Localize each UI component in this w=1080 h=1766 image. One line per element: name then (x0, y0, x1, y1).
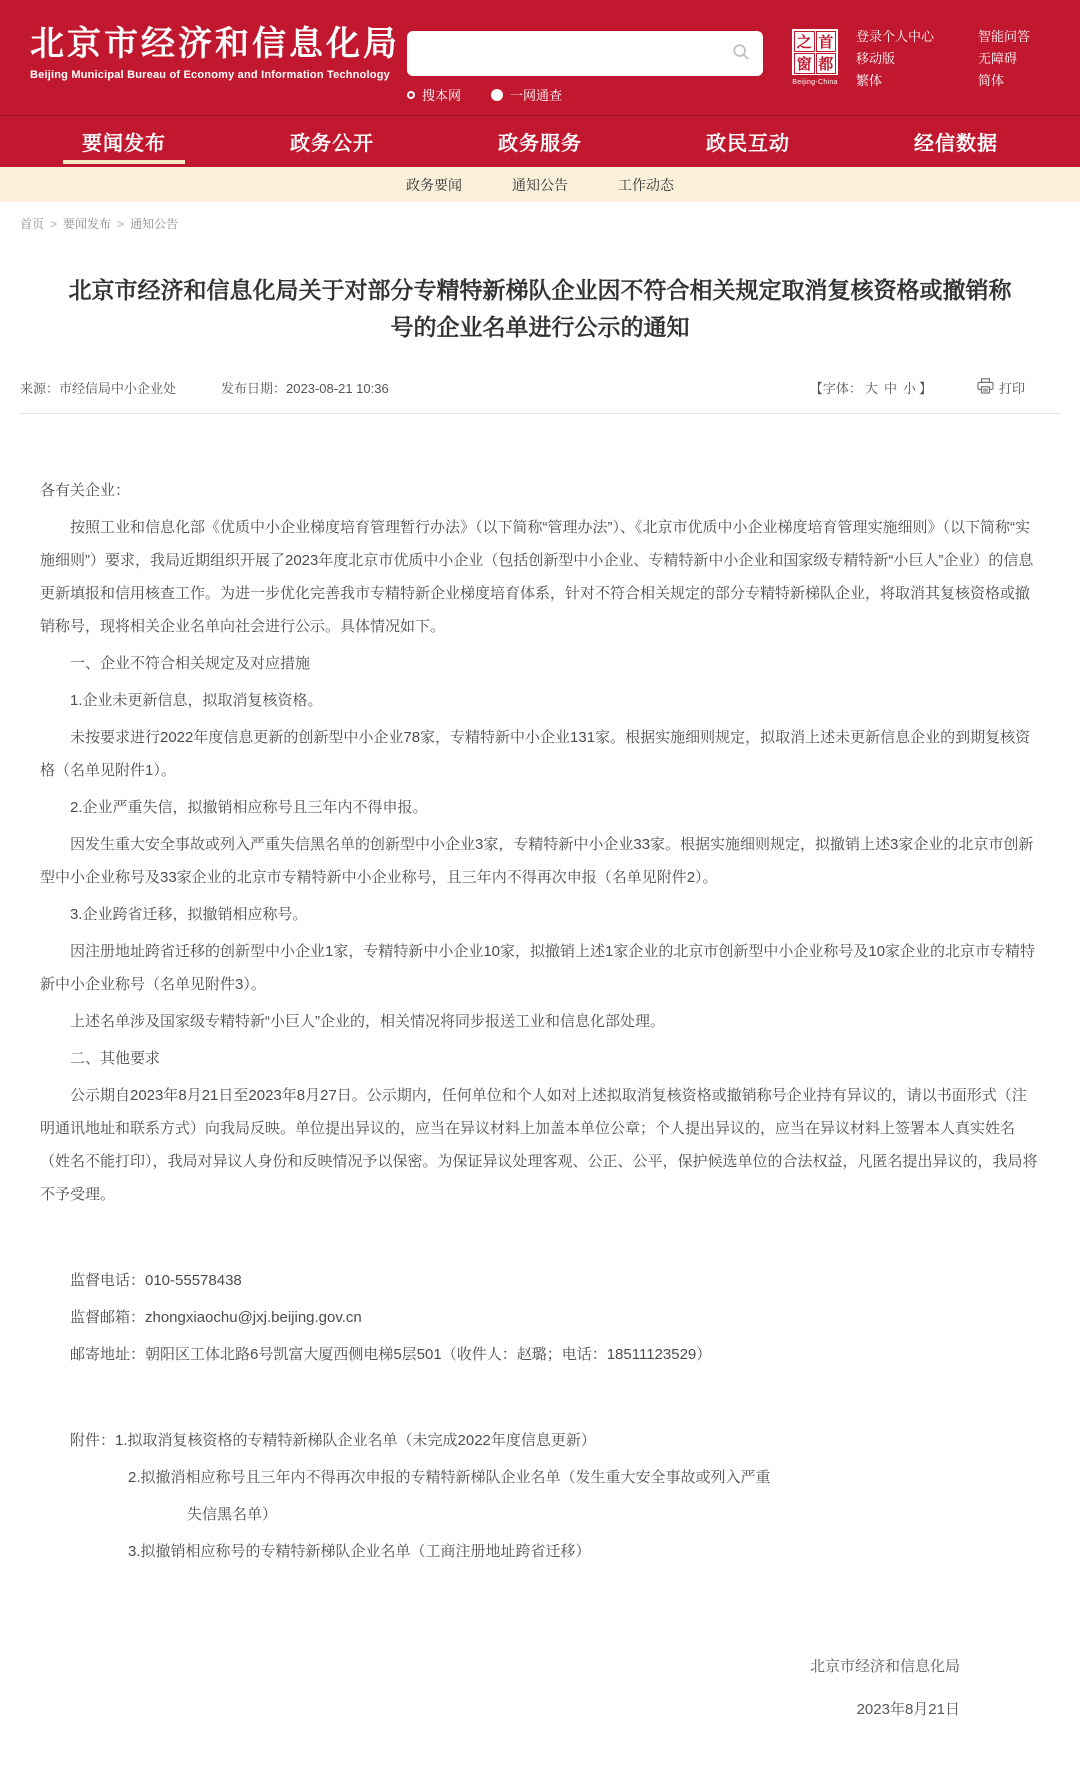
font-size-option-大[interactable]: 大 (864, 381, 878, 396)
breadcrumb-item[interactable]: 首页 (20, 217, 45, 231)
nav-item-政务服务[interactable]: 政务服务 (498, 133, 582, 155)
breadcrumb-separator: > (117, 217, 125, 231)
breadcrumb-item: 通知公告 (130, 217, 179, 231)
site-title: 北京市经济和信息化局 (30, 25, 400, 63)
capital-window-caption: Beijing-China (792, 79, 838, 86)
search-scope-options (407, 85, 763, 104)
article-body (20, 414, 1060, 1568)
subnav-item-工作动态[interactable]: 工作动态 (618, 176, 674, 193)
seal-char: 窗 (794, 53, 815, 74)
seal-char: 之 (794, 31, 815, 52)
printer-icon (977, 378, 994, 397)
radio-selected-icon (491, 89, 503, 101)
sub-nav (0, 167, 1080, 202)
article-paragraph: 监督电话：010-55578438 (70, 1272, 242, 1289)
article (0, 272, 1080, 1766)
subnav-item-通知公告[interactable]: 通知公告 (512, 176, 568, 193)
search-input[interactable] (407, 31, 719, 76)
article-paragraph: 未按要求进行2022年度信息更新的创新型中小企业78家，专精特新中小企业131家。根据实施细则规定，拟取消上述未更新信息企业的到期复核资格（名单见附件1）。 (40, 729, 1031, 779)
site-header (0, 0, 1080, 115)
article-paragraph: 二、其他要求 (70, 1050, 161, 1067)
article-paragraph: 1.企业未更新信息，拟取消复核资格。 (70, 692, 323, 709)
search-icon (732, 43, 750, 64)
quick-link[interactable]: 移动版 (856, 51, 896, 66)
signature-block (20, 1572, 1060, 1766)
search-area (407, 31, 763, 104)
search-button[interactable] (719, 31, 763, 76)
font-size-control (810, 378, 932, 397)
quick-link[interactable]: 无障碍 (978, 51, 1018, 66)
quick-link[interactable]: 繁体 (856, 73, 883, 88)
article-paragraph: 各有关企业： (40, 482, 131, 499)
nav-item-政民互动[interactable]: 政民互动 (706, 133, 790, 155)
nav-item-经信数据[interactable]: 经信数据 (914, 133, 998, 155)
header-quick-links (856, 30, 1030, 88)
nav-item-要闻发布[interactable]: 要闻发布 (20, 116, 228, 167)
site-title-en: Beijing Municipal Bureau of Economy and Information Technology (30, 69, 390, 81)
capital-window-logo[interactable] (789, 29, 841, 86)
article-paragraph: 邮寄地址：朝阳区工体北路6号凯富大厦西侧电梯5层501（收件人：赵璐；电话：18511123529） (70, 1346, 712, 1363)
quick-links-col2 (978, 30, 1030, 88)
article-date (221, 378, 389, 397)
font-size-suffix: 】 (918, 381, 932, 396)
search-scope-option-1[interactable] (407, 85, 461, 104)
date-label: 发布日期： (221, 381, 287, 396)
date-value: 2023-08-21 10:36 (286, 381, 389, 396)
seal-char: 都 (816, 53, 837, 74)
article-paragraph: 按照工业和信息化部《优质中小企业梯度培育管理暂行办法》（以下简称“管理办法”）、《北京市优质中小企业梯度培育管理实施细则》（以下简称“实施细则”）要求，我局近期组织开展了2023年度北京市优质中小企业（包括创新型中小企业、专精特新中小企业和国家级专精特新“小巨人”企业）的信息更新填报和信用核查工作。为进一步优化完善我市专精特新企业梯度培育体系，针对不符合相关规定的部分专精特新梯队企业，将取消其复核资格或撤销称号，现将相关企业名单向社会进行公示。具体情况如下。 (40, 519, 1034, 635)
article-paragraph: 2.企业严重失信，拟撤销相应称号且三年内不得申报。 (70, 799, 428, 816)
nav-item-政务公开[interactable]: 政务公开 (290, 133, 374, 155)
font-size-option-中[interactable]: 中 (883, 381, 897, 396)
search-box (407, 31, 763, 76)
breadcrumb-separator: > (50, 217, 58, 231)
quick-links-col1 (856, 30, 934, 88)
article-paragraph: 2.拟撤消相应称号且三年内不得再次申报的专精特新梯队企业名单（发生重大安全事故或列入严重 (128, 1469, 771, 1486)
site-logo[interactable] (30, 26, 400, 81)
font-size-prefix: 【字体： (809, 381, 862, 396)
quick-link[interactable]: 简体 (978, 73, 1005, 88)
article-paragraph: 附件：1.拟取消复核资格的专精特新梯队企业名单（未完成2022年度信息更新） (70, 1432, 596, 1449)
seal-char: 首 (816, 31, 837, 52)
article-meta (20, 372, 1060, 413)
search-scope-label: 搜本网 (422, 88, 462, 103)
article-paragraph: 因注册地址跨省迁移的创新型中小企业1家，专精特新中小企业10家，拟撤销上述1家企业的北京市创新型中小企业称号及10家企业的北京市专精特新中小企业称号（名单见附件3）。 (40, 943, 1036, 993)
main-nav (0, 115, 1080, 167)
search-scope-label: 一网通查 (510, 88, 563, 103)
font-size-option-小[interactable]: 小 (902, 381, 916, 396)
signature-date: 2023年8月21日 (856, 1701, 960, 1718)
article-paragraph: 失信黑名单） (187, 1506, 278, 1523)
source-value: 市经信局中小企业处 (59, 381, 177, 396)
search-scope-option-2[interactable] (491, 85, 562, 104)
article-paragraph: 因发生重大安全事故或列入严重失信黑名单的创新型中小企业3家，专精特新中小企业33家。根据实施细则规定，拟撤销上述3家企业的北京市创新型中小企业称号及33家企业的北京市专精特新中小企业称号，且三年内不得再次申报（名单见附件2）。 (40, 836, 1034, 886)
print-label: 打印 (998, 381, 1025, 396)
breadcrumb (0, 202, 1080, 242)
article-paragraph: 监督邮箱：zhongxiaochu@jxj.beijing.gov.cn (70, 1309, 362, 1326)
article-source (20, 378, 176, 397)
article-paragraph: 一、企业不符合相关规定及对应措施 (70, 655, 311, 672)
quick-link[interactable]: 登录个人中心 (856, 29, 935, 44)
article-paragraph: 公示期自2023年8月21日至2023年8月27日。公示期内，任何单位和个人如对上述拟取消复核资格或撤销称号企业持有异议的，请以书面形式（注明通讯地址和联系方式）向我局反映。单位提出异议的，应当在异议材料上加盖本单位公章；个人提出异议的，应当在异议材料上签署本人真实姓名（姓名不能打印），我局对异议人身份和反映情况予以保密。为保证异议处理客观、公正、公平，保护候选单位的合法权益，凡匿名提出异议的，我局将不予受理。 (40, 1087, 1038, 1203)
breadcrumb-item[interactable]: 要闻发布 (63, 217, 112, 231)
quick-link[interactable]: 智能问答 (978, 29, 1031, 44)
source-label: 来源： (20, 381, 60, 396)
subnav-item-政务要闻[interactable]: 政务要闻 (406, 176, 462, 193)
radio-unselected-icon (407, 91, 415, 99)
article-tools (810, 378, 1060, 397)
capital-window-seal-icon (792, 29, 838, 75)
article-paragraph: 3.企业跨省迁移，拟撤销相应称号。 (70, 906, 308, 923)
print-button[interactable] (977, 378, 1025, 397)
signature-agency: 北京市经济和信息化局 (809, 1658, 960, 1675)
page-title: 北京市经济和信息化局关于对部分专精特新梯队企业因不符合相关规定取消复核资格或撤销称号的企业名单进行公示的通知 (68, 277, 1012, 340)
article-paragraph: 3.拟撤销相应称号的专精特新梯队企业名单（工商注册地址跨省迁移） (128, 1543, 591, 1560)
article-paragraph: 上述名单涉及国家级专精特新“小巨人”企业的，相关情况将同步报送工业和信息化部处理。 (70, 1013, 665, 1030)
